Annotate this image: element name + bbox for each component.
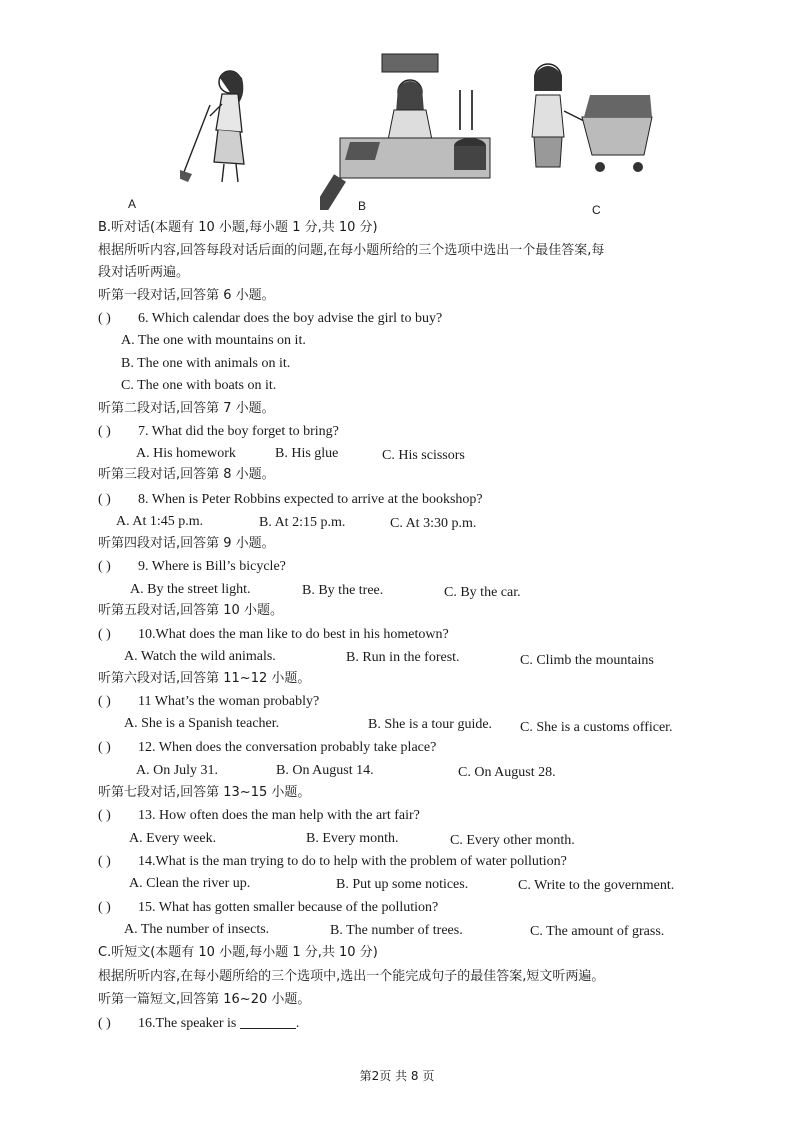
- answer-blank[interactable]: ( ): [98, 900, 111, 915]
- woman-shopping-cart-icon: [520, 55, 660, 185]
- q6-option-a: A. The one with mountains on it.: [121, 333, 306, 348]
- question-text: 12. When does the conversation probably take place?: [138, 740, 437, 755]
- section-c-instruction: 根据所听内容,在每小题所给的三个选项中,选出一个能完成句子的最佳答案,短文听两遍。: [98, 969, 605, 984]
- question-13: [98, 807, 420, 825]
- woman-cooking-icon: [320, 50, 500, 210]
- q8-option-c: C. At 3:30 p.m.: [390, 516, 477, 531]
- question-text: 15. What has gotten smaller because of the pollution?: [138, 900, 439, 915]
- q14-option-a: A. Clean the river up.: [129, 876, 251, 891]
- q8-option-a: A. At 1:45 p.m.: [116, 514, 204, 529]
- answer-blank[interactable]: ( ): [98, 492, 111, 507]
- question-6: [98, 310, 442, 328]
- q12-option-c: C. On August 28.: [458, 765, 556, 780]
- question-text: 13. How often does the man help with the art fair?: [138, 808, 420, 823]
- dialogue-3-label: 听第三段对话,回答第 8 小题。: [98, 467, 275, 482]
- q6-option-c: C. The one with boats on it.: [121, 378, 277, 393]
- q12-option-a: A. On July 31.: [136, 763, 219, 778]
- question-8: [98, 491, 483, 509]
- question-text: 9. Where is Bill’s bicycle?: [138, 559, 286, 574]
- q10-option-a: A. Watch the wild animals.: [124, 649, 276, 664]
- answer-blank[interactable]: ( ): [98, 808, 111, 823]
- answer-blank[interactable]: ( ): [98, 694, 111, 709]
- section-b-instruction-1: 根据所听内容,回答每段对话后面的问题,在每小题所给的三个选项中选出一个最佳答案,每: [98, 243, 605, 258]
- fill-in-blank[interactable]: [240, 1014, 296, 1029]
- q7-option-b: B. His glue: [275, 446, 339, 461]
- question-12: [98, 739, 436, 757]
- q9-option-c: C. By the car.: [444, 585, 521, 600]
- q14-option-b: B. Put up some notices.: [336, 877, 469, 892]
- q11-option-a: A. She is a Spanish teacher.: [124, 716, 280, 731]
- section-c-title: C.听短文(本题有 10 小题,每小题 1 分,共 10 分): [98, 945, 378, 960]
- dialogue-1-label: 听第一段对话,回答第 6 小题。: [98, 288, 275, 303]
- q6-option-b: B. The one with animals on it.: [121, 356, 291, 371]
- q11-option-c: C. She is a customs officer.: [520, 720, 673, 735]
- picture-strip: [0, 50, 794, 225]
- question-text: 6. Which calendar does the boy advise the girl to buy?: [138, 311, 443, 326]
- q14-option-c: C. Write to the government.: [518, 878, 675, 893]
- answer-blank[interactable]: ( ): [98, 740, 111, 755]
- girl-sweeping-icon: [180, 60, 270, 190]
- q13-option-c: C. Every other month.: [450, 833, 575, 848]
- q7-option-c: C. His scissors: [382, 448, 465, 463]
- answer-blank[interactable]: ( ): [98, 424, 111, 439]
- q13-option-a: A. Every week.: [129, 831, 217, 846]
- q15-option-a: A. The number of insects.: [124, 922, 270, 937]
- question-16: ( ) 16.The speaker is .: [98, 1016, 300, 1031]
- dialogue-7-label: 听第七段对话,回答第 13~15 小题。: [98, 785, 311, 800]
- dialogue-2-label: 听第二段对话,回答第 7 小题。: [98, 401, 275, 416]
- q15-option-c: C. The amount of grass.: [530, 924, 665, 939]
- q12-option-b: B. On August 14.: [276, 763, 374, 778]
- q9-option-b: B. By the tree.: [302, 583, 384, 598]
- question-15: [98, 899, 438, 917]
- dialogue-6-label: 听第六段对话,回答第 11~12 小题。: [98, 671, 311, 686]
- q9-option-a: A. By the street light.: [130, 582, 251, 597]
- question-text: 10.What does the man like to do best in his hometown?: [138, 627, 449, 642]
- q13-option-b: B. Every month.: [306, 831, 399, 846]
- question-text: 7. What did the boy forget to bring?: [138, 424, 339, 439]
- answer-blank[interactable]: ( ): [98, 559, 111, 574]
- question-text: 16.The speaker is: [138, 1016, 237, 1031]
- q8-option-b: B. At 2:15 p.m.: [259, 515, 346, 530]
- q10-option-c: C. Climb the mountains: [520, 653, 654, 668]
- answer-blank[interactable]: ( ): [98, 1016, 111, 1031]
- question-text: 14.What is the man trying to do to help with the problem of water pollution?: [138, 854, 567, 869]
- q15-option-b: B. The number of trees.: [330, 923, 463, 938]
- dialogue-4-label: 听第四段对话,回答第 9 小题。: [98, 536, 275, 551]
- passage-1-label: 听第一篇短文,回答第 16~20 小题。: [98, 992, 311, 1007]
- q10-option-b: B. Run in the forest.: [346, 650, 460, 665]
- question-text: 8. When is Peter Robbins expected to arrive at the bookshop?: [138, 492, 483, 507]
- section-b-instruction-2: 段对话听两遍。: [98, 265, 190, 280]
- picture-label-b: B: [358, 199, 367, 213]
- picture-label-a: A: [128, 197, 137, 211]
- picture-label-c: C: [592, 203, 601, 217]
- answer-blank[interactable]: ( ): [98, 311, 111, 326]
- section-b-title: B.听对话(本题有 10 小题,每小题 1 分,共 10 分): [98, 220, 378, 235]
- question-9: [98, 558, 286, 576]
- answer-blank[interactable]: ( ): [98, 627, 111, 642]
- question-text: 11 What’s the woman probably?: [138, 694, 320, 709]
- question-11: [98, 693, 319, 711]
- dialogue-5-label: 听第五段对话,回答第 10 小题。: [98, 603, 283, 618]
- q7-option-a: A. His homework: [136, 446, 236, 461]
- page-number: 第2页 共 8 页: [359, 1069, 435, 1083]
- answer-blank[interactable]: ( ): [98, 854, 111, 869]
- question-14: [98, 853, 567, 871]
- question-7: [98, 423, 339, 441]
- question-10: [98, 626, 449, 644]
- q11-option-b: B. She is a tour guide.: [368, 717, 493, 732]
